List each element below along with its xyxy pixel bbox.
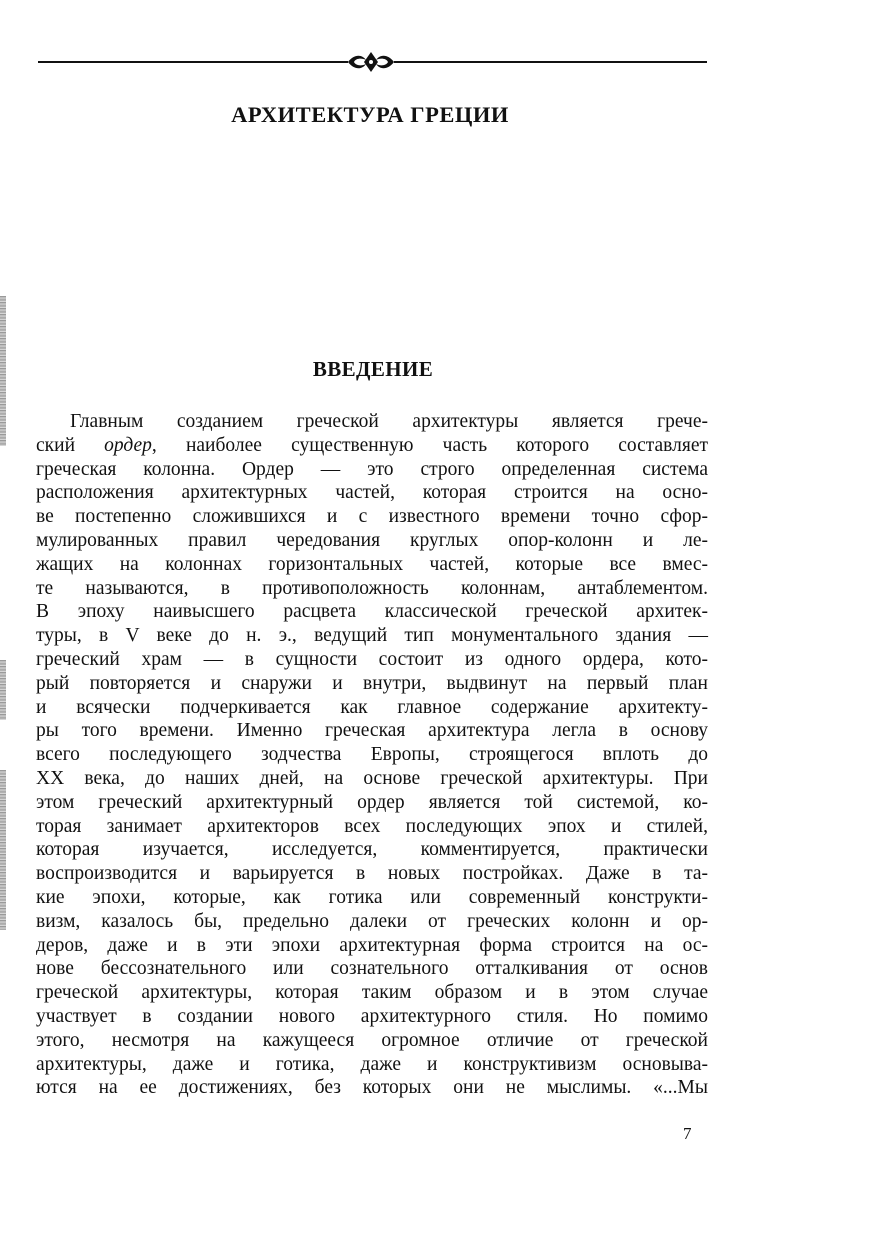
text-line <box>36 743 708 767</box>
text-run: расположения архитектурных частей, которая строится на осно- <box>36 482 708 504</box>
text-run: нове бессознательного или сознательного отталкивания от основ <box>36 958 708 980</box>
text-line <box>36 672 708 696</box>
body-text <box>36 410 708 1100</box>
section-title: ВВЕДЕНИЕ <box>312 357 434 381</box>
text-line <box>36 529 708 553</box>
scan-edge-mark <box>0 770 6 930</box>
text-run: , наиболее существенную часть которого составляет <box>151 434 708 456</box>
text-line <box>36 481 708 505</box>
text-run: архитектуры, даже и готика, даже и конструктивизм основыва- <box>36 1053 708 1075</box>
text-run: участвует в создании нового архитектурного стиля. Но помимо <box>36 1005 708 1027</box>
text-run: этом греческий архитектурный ордер является той системой, ко- <box>36 791 708 813</box>
page-number: 7 <box>683 1124 692 1143</box>
ornament-icon <box>318 48 424 76</box>
text-line <box>36 981 708 1005</box>
text-run: рый повторяется и снаружи и внутри, выдвинут на первый план <box>36 672 708 694</box>
text-run: деров, даже и в эти эпохи архитектурная форма строится на ос- <box>36 934 708 956</box>
text-run: мулированных правил чередования круглых опор-колонн и ле- <box>36 529 708 551</box>
text-run: греческой архитектуры, которая таким образом и в этом случае <box>36 982 708 1004</box>
text-run: кие эпохи, которые, как готика или современный конструкти- <box>36 886 708 908</box>
text-line <box>36 696 708 720</box>
text-run: греческий храм — в сущности состоит из одного ордера, кото- <box>36 648 708 670</box>
text-run: те называются, в противоположность колоннам, антаблементом. <box>36 577 708 599</box>
text-line <box>36 815 708 839</box>
text-line <box>36 1076 708 1100</box>
text-line <box>36 957 708 981</box>
text-run: греческая колонна. Ордер — это строго определенная система <box>36 458 708 480</box>
text-run: ве постепенно сложившихся и с известного времени точно сфор- <box>36 506 708 528</box>
text-line <box>36 934 708 958</box>
text-line <box>36 600 708 624</box>
text-line <box>36 862 708 886</box>
text-run: воспроизводится и варьируется в новых постройках. Даже в та- <box>36 863 708 885</box>
text-line <box>36 719 708 743</box>
text-run: Главным созданием греческой архитектуры является грече- <box>70 411 708 432</box>
text-line <box>36 458 708 482</box>
text-run: В эпоху наивысшего расцвета классической греческой архитек- <box>36 601 708 623</box>
text-run: ский <box>36 434 105 456</box>
text-run: XX века, до наших дней, на основе греческой архитектуры. При <box>36 767 708 789</box>
header-rule-right <box>415 61 707 63</box>
text-line <box>36 553 708 577</box>
scan-edge-mark <box>0 660 6 720</box>
text-line <box>36 624 708 648</box>
text-line <box>36 791 708 815</box>
header-rule-left <box>38 61 328 63</box>
text-line <box>36 1053 708 1077</box>
text-line <box>36 648 708 672</box>
text-run: туры, в V веке до н. э., ведущий тип монументального здания — <box>36 625 708 647</box>
text-line <box>36 1005 708 1029</box>
text-run: этого, несмотря на кажущееся огромное отличие от греческой <box>36 1029 708 1051</box>
chapter-title: АРХИТЕКТУРА ГРЕЦИИ <box>231 102 509 127</box>
text-line <box>36 505 708 529</box>
text-run: всего последующего зодчества Европы, строящегося вплоть до <box>36 744 708 766</box>
text-line <box>36 910 708 934</box>
text-run: жащих на колоннах горизонтальных частей, которые все вмес- <box>36 553 708 575</box>
text-run: которая изучается, исследуется, комментируется, практически <box>36 839 708 861</box>
text-run: ры того времени. Именно греческая архитектура легла в основу <box>36 720 708 742</box>
text-line <box>36 434 708 458</box>
text-line <box>36 838 708 862</box>
text-run: визм, казалось бы, предельно далеки от греческих колонн и ор- <box>36 910 708 932</box>
text-run: и всячески подчеркивается как главное содержание архитекту- <box>36 696 708 718</box>
text-line <box>36 577 708 601</box>
text-line <box>36 886 708 910</box>
text-line <box>36 410 708 434</box>
text-run: ются на ее достижениях, без которых они не мыслимы. «...Мы <box>36 1077 708 1099</box>
text-line <box>36 1029 708 1053</box>
emphasized-term: ордер <box>104 434 152 456</box>
text-line <box>36 767 708 791</box>
text-run: торая занимает архитекторов всех последующих эпох и стилей, <box>36 815 708 837</box>
